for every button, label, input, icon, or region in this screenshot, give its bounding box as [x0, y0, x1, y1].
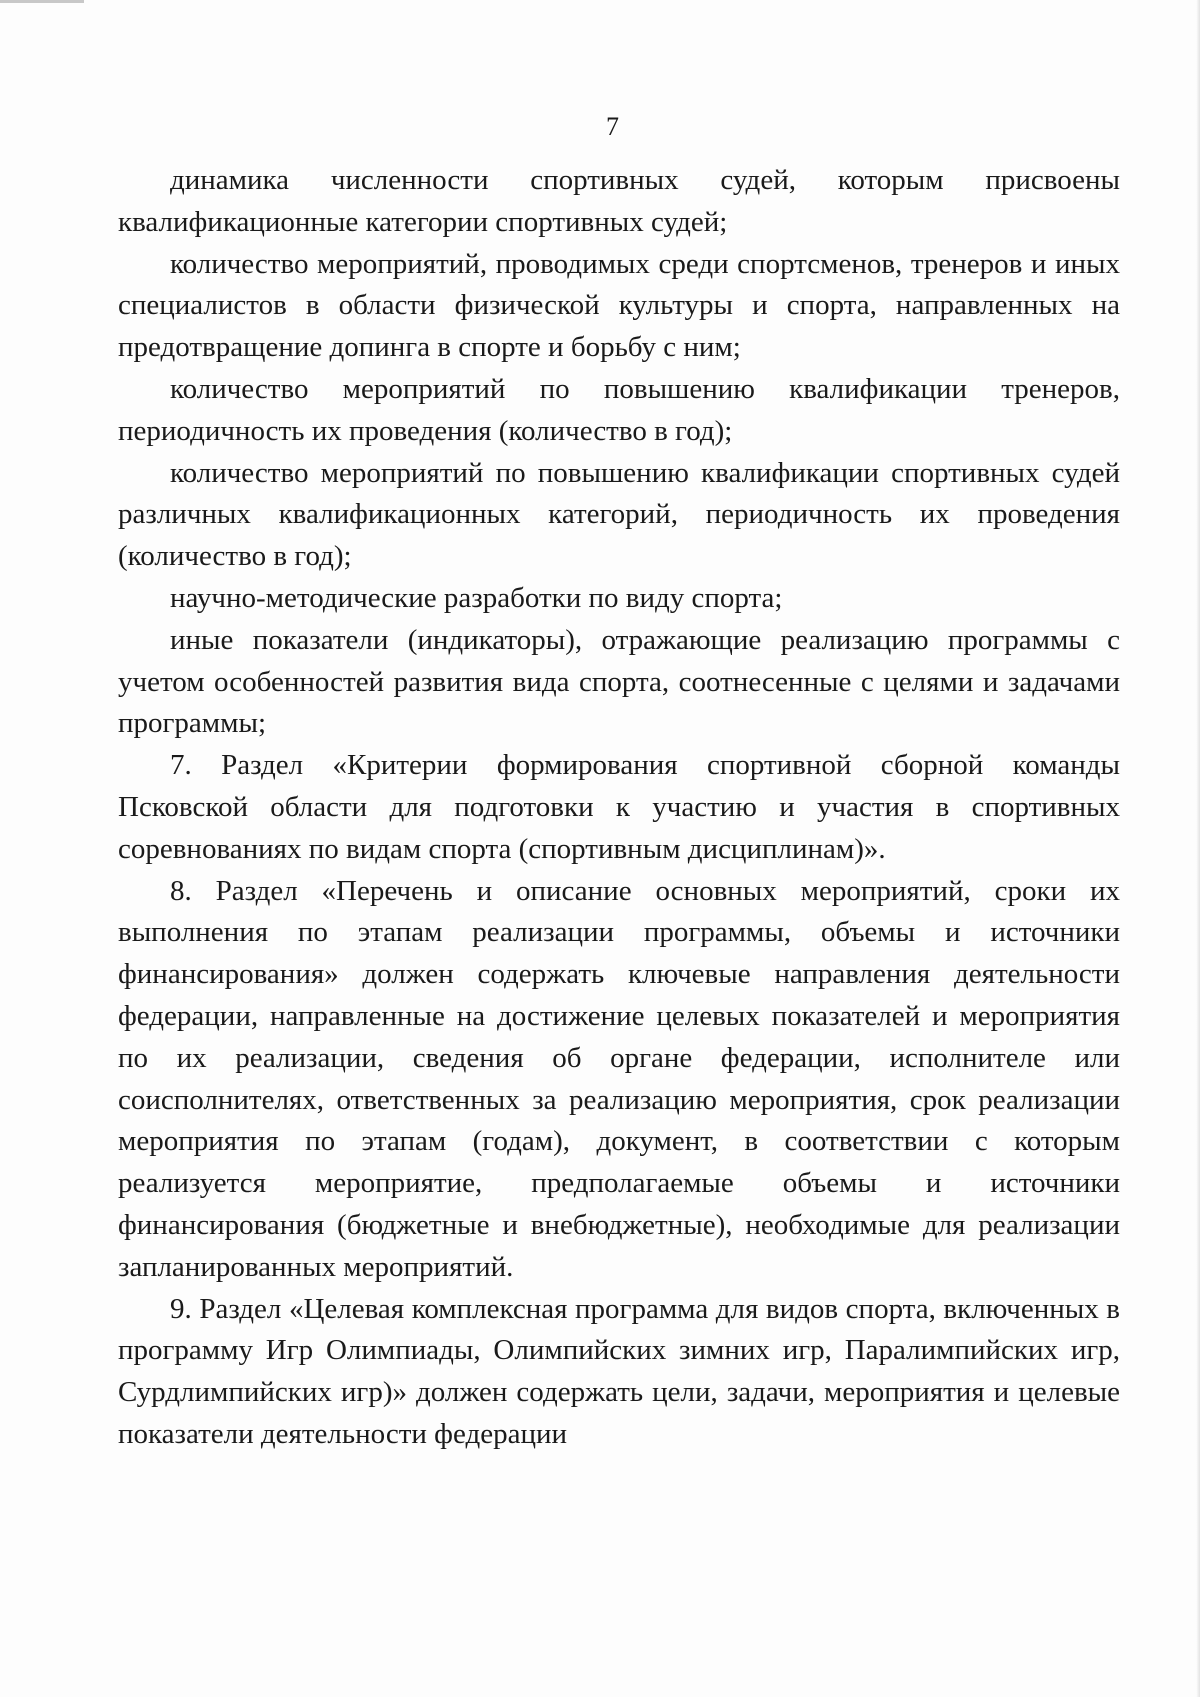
paragraph-methodical-work: научно-методические разработки по виду спорта;	[170, 581, 783, 614]
scan-edge-shadow	[1196, 0, 1200, 1697]
page-number: 7	[606, 112, 619, 141]
scan-edge-mark	[0, 0, 84, 3]
paragraph-section-8: 8. Раздел «Перечень и описание основных мероприятий, сроки их выполнения по этапам реализации программы, объемы и источники финансирования» должен содержать ключевые направления деятельности федерации, направленные на достижение целевых показателей и мероприятия по их реализации, сведения об органе федерации, исполнителе или соисполнителях, ответственных за реализацию мероприятия, срок реализации мероприятия по этапам (годам), документ, в соответствии с которым реализуется мероприятие, предполагаемые объемы и источники финансирования (бюджетные и внебюджетные), необходимые для реализации запланированных мероприятий.	[118, 874, 1120, 1283]
paragraph-other-indicators: иные показатели (индикаторы), отражающие реализацию программы с учетом особенностей развития вида спорта, соотнесенные с целями и задачами программы;	[118, 623, 1120, 740]
paragraph-referee-training: количество мероприятий по повышению квалификации спортивных судей различных квалификационных категорий, периодичность их проведения (количество в год);	[118, 456, 1120, 573]
document-body	[118, 160, 1120, 1456]
paragraph-section-7: 7. Раздел «Критерии формирования спортивной сборной команды Псковской области для подготовки к участию и участия в спортивных соревнованиях по видам спорта (спортивным дисциплинам)».	[118, 749, 1120, 865]
paragraph-referee-dynamics: динамика численности спортивных судей, которым присвоены квалификационные категории спортивных судей;	[118, 164, 1120, 238]
paragraph-section-9: 9. Раздел «Целевая комплексная программа для видов спорта, включенных в программу Игр Олимпиады, Олимпийских зимних игр, Паралимпийских игр, Сурдлимпийских игр)» должен содержать цели, задачи, мероприятия и целевые показатели деятельности федерации	[118, 1292, 1120, 1450]
paragraph-anti-doping-events: количество мероприятий, проводимых среди спортсменов, тренеров и иных специалистов в области физической культуры и спорта, направленных на предотвращение допинга в спорте и борьбу с ним;	[118, 247, 1120, 364]
paragraph-coach-training: количество мероприятий по повышению квалификации тренеров, периодичность их проведения (количество в год);	[118, 372, 1120, 447]
